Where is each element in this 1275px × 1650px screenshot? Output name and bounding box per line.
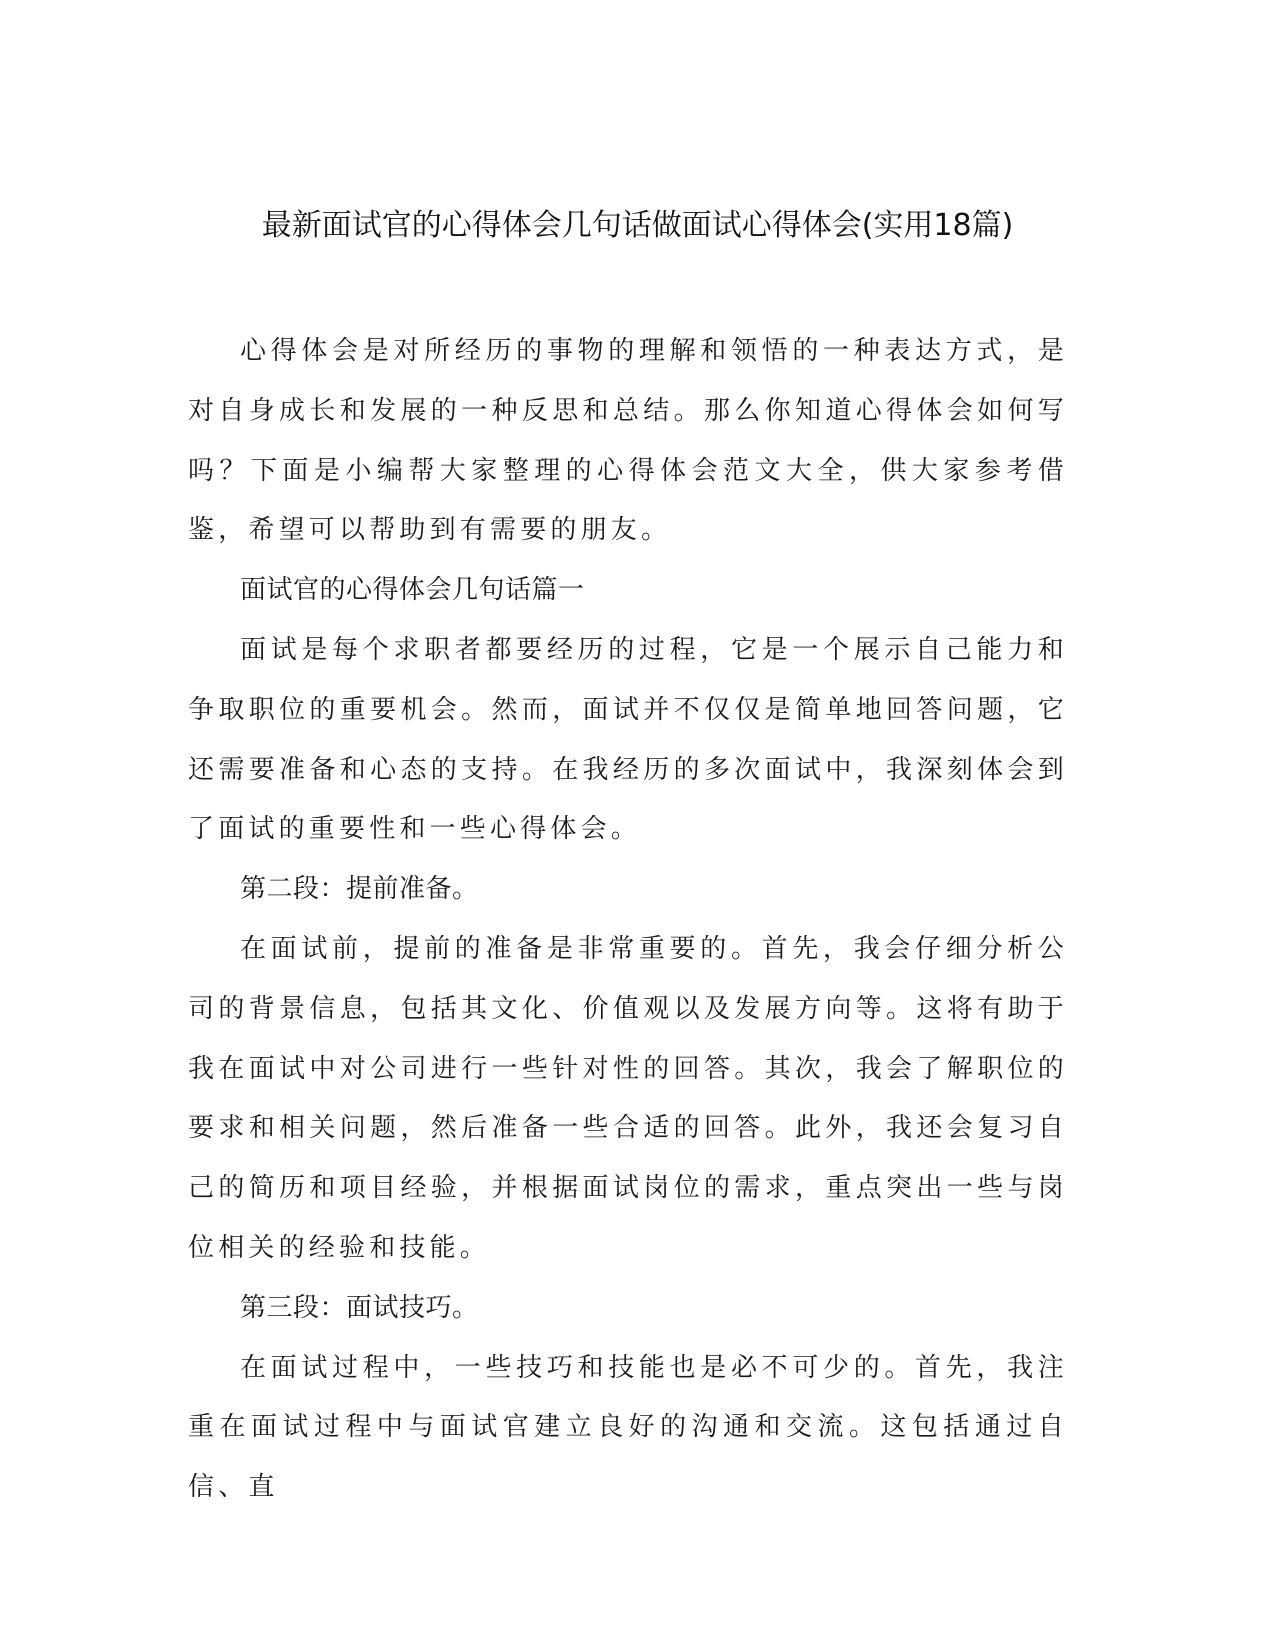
body-paragraph-3: 在面试过程中，一些技巧和技能也是必不可少的。首先，我注重在面试过程中与面试官建立良好的沟通和交流。这包括通过自信、直 (188, 1352, 1068, 1503)
document-title: 最新面试官的心得体会几句话做面试心得体会(实用18篇) (261, 208, 1014, 243)
intro-paragraph: 心得体会是对所经历的事物的理解和领悟的一种表达方式，是对自身成长和发展的一种反思和总结。那么你知道心得体会如何写吗？下面是小编帮大家整理的心得体会范文大全，供大家参考借鉴，希望可以帮助到有需要的朋友。 (188, 336, 1068, 546)
body-paragraph-2: 在面试前，提前的准备是非常重要的。首先，我会仔细分析公司的背景信息，包括其文化、价值观以及发展方向等。这将有助于我在面试中对公司进行一些针对性的回答。其次，我会了解职位的要求和相关问题，然后准备一些合适的回答。此外，我还会复习自己的简历和项目经验，并根据面试岗位的需求，重点突出一些与岗位相关的经验和技能。 (188, 933, 1068, 1263)
section-heading-2: 第二段：提前准备。 (240, 874, 479, 905)
section-heading-3: 第三段：面试技巧。 (240, 1292, 479, 1323)
document-body (188, 322, 1068, 1518)
section-heading-part-one: 面试官的心得体会几句话篇一 (240, 575, 585, 606)
body-paragraph-1: 面试是每个求职者都要经历的过程，它是一个展示自己能力和争取职位的重要机会。然而，面试并不仅仅是简单地回答问题，它还需要准备和心态的支持。在我经历的多次面试中，我深刻体会到了面试的重要性和一些心得体会。 (188, 634, 1068, 845)
